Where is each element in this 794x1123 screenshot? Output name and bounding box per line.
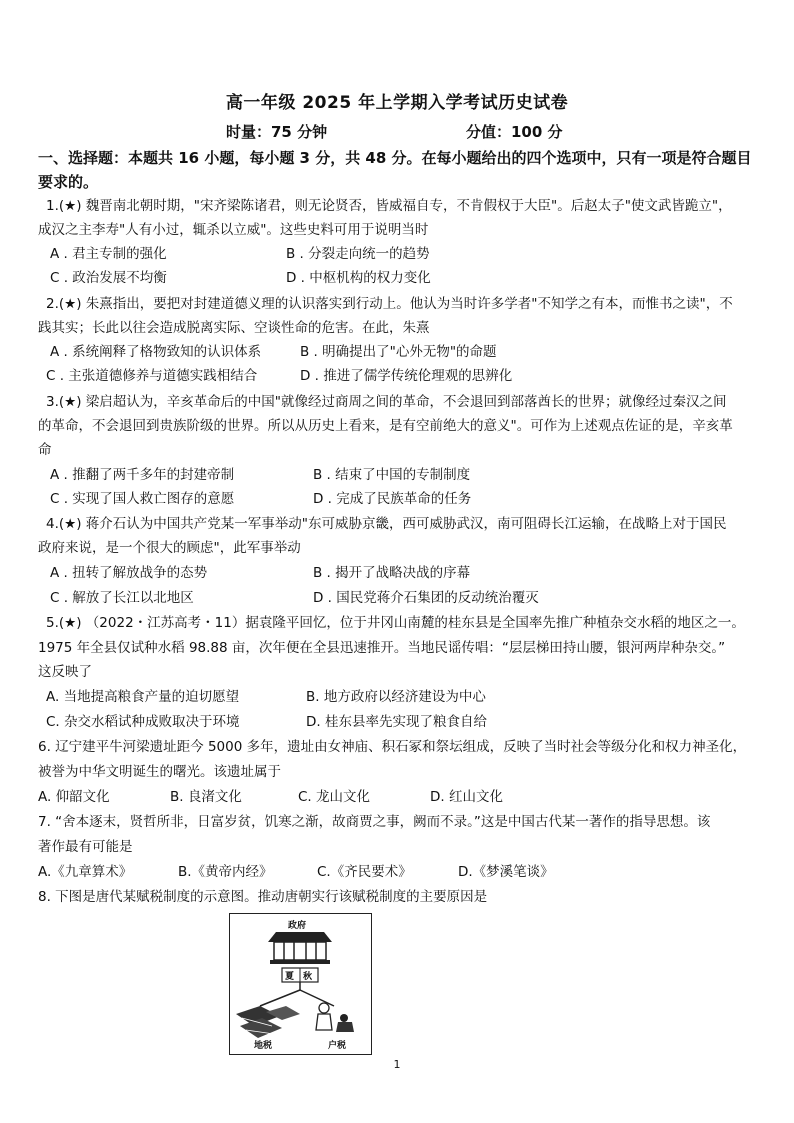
q3-line-1: 3.(★) 梁启超认为，辛亥革命后的中国"就像经过商周之间的革命，不会退回到部落酋长的世界；就像经过秦汉之间 [46,394,727,410]
q3-option-c: C . 实现了国人救亡图存的意愿 [50,491,235,507]
figure-label-government: 政府 [288,921,307,931]
farmland-icon [236,1006,300,1038]
q5-option-d: D. 桂东县率先实现了粮食自给 [306,714,487,730]
household-people-icon [316,1003,354,1032]
figure-label-household-tax: 户税 [328,1041,347,1051]
tax-system-figure [229,913,372,1055]
q2-option-d: D . 推进了儒学传统伦理观的思辨化 [300,368,513,384]
exam-time: 时量：75 分钟 [226,123,328,141]
q6-option-d: D. 红山文化 [430,789,503,805]
q1-option-a: A . 君主专制的强化 [50,246,167,262]
q3-option-a: A . 推翻了两千多年的封建帝制 [50,467,235,483]
q4-line-2: 政府来说，是一个很大的顾虑"，此军事举动 [38,540,301,556]
q1-option-c: C . 政治发展不均衡 [50,270,167,286]
q2-option-a: A . 系统阐释了格物致知的认识体系 [50,344,262,360]
q1-line-1: 1.(★) 魏晋南北朝时期，"宋齐梁陈诸君，则无论贤否，皆威福自专，不肯假权于大臣"。后赵太子"使文武皆跪立"， [46,198,732,214]
q3-line-2: 的革命，不会退回到贵族阶级的世界。所以从历史上看来，是有空前绝大的意义"。可作为上述观点佐证的是，辛亥革 [38,418,733,434]
q3-option-d: D . 完成了民族革命的任务 [313,491,472,507]
q2-option-b: B . 明确提出了"心外无物"的命题 [300,344,497,360]
q7-option-d: D.《梦溪笔谈》 [458,864,554,880]
q6-line-2: 被誉为中华文明诞生的曙光。该遗址属于 [38,764,281,780]
q8-line-1: 8. 下图是唐代某赋税制度的示意图。推动唐朝实行该赋税制度的主要原因是 [38,889,488,905]
figure-label-land-tax: 地税 [254,1041,273,1051]
figure-label-autumn: 秋 [303,972,313,982]
q5-option-a: A. 当地提高粮食产量的迫切愿望 [46,689,240,705]
q6-option-b: B. 良渚文化 [170,789,242,805]
page-number: 1 [393,1058,401,1071]
q4-option-c: C . 解放了长江以北地区 [50,590,194,606]
q5-option-c: C. 杂交水稻试种成败取决于环境 [46,714,240,730]
q4-option-d: D . 国民党蒋介石集团的反动统治覆灭 [313,590,539,606]
q5-line-1: 5.(★) （2022・江苏高考・11）据袁隆平回忆，位于井冈山南麓的桂东县是全国率先推广种植杂交水稻的地区之一。 [46,615,745,631]
building-roof-icon [268,932,332,942]
q7-line-2: 著作最有可能是 [38,839,133,855]
q5-line-3: 这反映了 [38,664,92,680]
q7-line-1: 7. “舍本逐末，贤哲所非，日富岁贫，饥寒之渐，故商贾之事，阙而不录。”这是中国古代某一著作的指导思想。该 [38,814,711,830]
q5-line-2: 1975 年全县仅试种水稻 98.88 亩，次年便在全县迅速推开。当地民谣传唱：“层层梯田持山腰，银河两岸种杂交。” [38,640,726,656]
building-body-icon [274,942,326,960]
q6-option-a: A. 仰韶文化 [38,789,110,805]
q2-line-2: 践其实；长此以往会造成脱离实际、空谈性命的危害。在此，朱熹 [38,320,430,336]
q1-option-b: B . 分裂走向统一的趋势 [286,246,430,262]
q2-line-1: 2.(★) 朱熹指出，要把对封建道德义理的认识落实到行动上。他认为当时许多学者"不知学之有本，而惟书之读"，不 [46,296,733,312]
q3-line-3: 命 [38,442,52,458]
q4-option-b: B . 揭开了战略决战的序幕 [313,565,471,581]
tax-diagram-illustration [230,914,370,1053]
q1-line-2: 成汉之主李寿"人有小过，辄杀以立威"。这些史料可用于说明当时 [38,222,429,238]
q7-option-b: B.《黄帝内经》 [178,864,273,880]
q1-option-d: D . 中枢机构的权力变化 [286,270,431,286]
q4-line-1: 4.(★) 蒋介石认为中国共产党某一军事举动"东可威胁京畿，西可威胁武汉，南可阻碍长江运输，在战略上对于国民 [46,516,727,532]
q3-option-b: B . 结束了中国的专制制度 [313,467,471,483]
q5-option-b: B. 地方政府以经济建设为中心 [306,689,486,705]
exam-title: 高一年级 2025 年上学期入学考试历史试卷 [225,93,569,113]
figure-label-summer: 夏 [285,972,295,982]
section-heading: 一、选择题：本题共 16 小题，每小题 3 分，共 48 分。在每小题给出的四个选项中，只有一项是符合题目要求的。 [38,149,752,191]
q4-option-a: A . 扭转了解放战争的态势 [50,565,208,581]
q2-option-c: C . 主张道德修养与道德实践相结合 [46,368,258,384]
q7-option-a: A.《九章算术》 [38,864,133,880]
exam-score: 分值：100 分 [466,123,563,141]
q6-line-1: 6. 辽宁建平牛河梁遗址距今 5000 多年，遗址由女神庙、积石冢和祭坛组成，反映了当时社会等级分化和权力神圣化， [38,739,747,755]
q6-option-c: C. 龙山文化 [298,789,371,805]
q7-option-c: C.《齐民要术》 [317,864,412,880]
